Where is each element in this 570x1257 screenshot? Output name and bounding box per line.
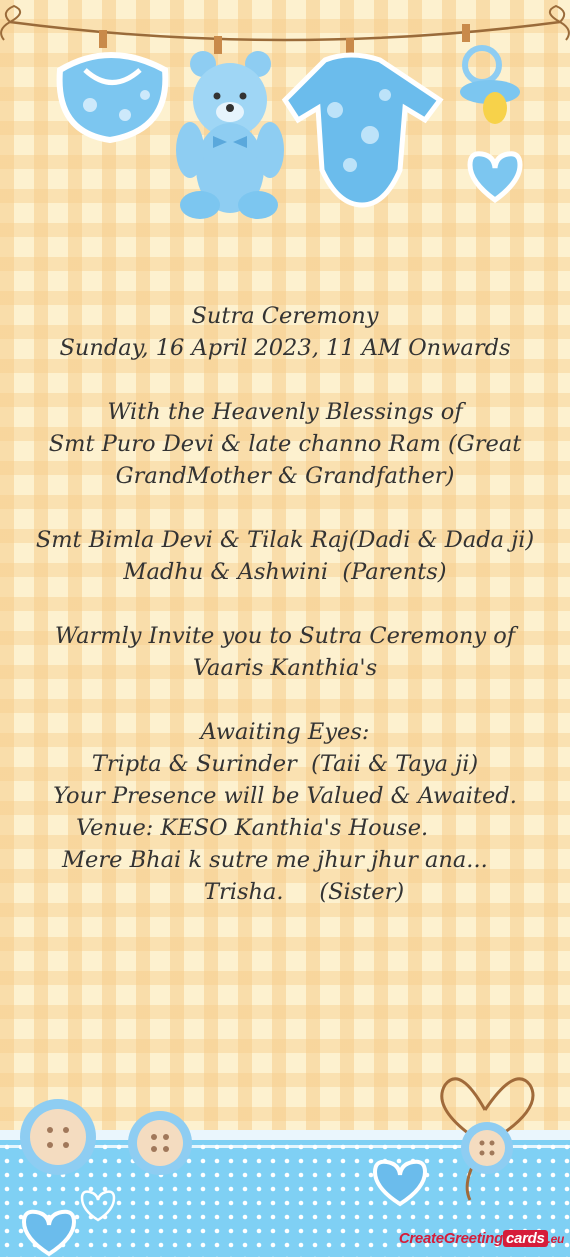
invite-line2: Vaaris Kanthia's	[192, 655, 378, 681]
top-decoration	[0, 0, 570, 240]
grandparents-line2: GrandMother & Grandfather)	[115, 463, 455, 489]
dadi-dada-line: Smt Bimla Devi & Tilak Raj(Dadi & Dada ji)	[35, 527, 535, 553]
bottom-decoration	[0, 1070, 570, 1257]
bhai-line: Mere Bhai k sutre me jhur jhur ana...	[62, 847, 488, 873]
parents-line: Madhu & Ashwini (Parents)	[123, 559, 447, 585]
event-date: Sunday, 16 April 2023, 11 AM Onwards	[59, 335, 511, 361]
taii-taya-line: Tripta & Surinder (Taii & Taya ji)	[91, 751, 479, 777]
pacifier-icon	[460, 24, 520, 124]
ceremony-title: Sutra Ceremony	[191, 303, 379, 329]
brand-part3: .eu	[547, 1232, 564, 1246]
bib-icon	[60, 30, 166, 140]
blessings-intro: With the Heavenly Blessings of	[107, 399, 463, 425]
brand-part2: cards	[503, 1230, 548, 1247]
button-icon	[128, 1111, 192, 1175]
button-icon	[461, 1122, 513, 1174]
grandparents-line1: Smt Puro Devi & late channo Ram (Great	[48, 431, 522, 457]
invite-line1: Warmly Invite you to Sutra Ceremony of	[54, 623, 516, 649]
romper-icon	[285, 38, 440, 205]
presence-line: Your Presence will be Valued & Awaited.	[53, 783, 517, 809]
heart-icon	[470, 154, 520, 200]
teddy-bear-icon	[176, 36, 284, 219]
brand-part1: CreateGreeting	[398, 1230, 504, 1247]
awaiting-heading: Awaiting Eyes:	[200, 719, 370, 745]
signature-line: Trisha. (Sister)	[204, 879, 405, 905]
button-icon	[20, 1099, 96, 1175]
venue-line: Venue: KESO Kanthia's House.	[76, 815, 429, 841]
invitation-text	[0, 300, 570, 908]
brand-watermark	[399, 1230, 564, 1247]
clothesline-icon	[1, 6, 569, 40]
